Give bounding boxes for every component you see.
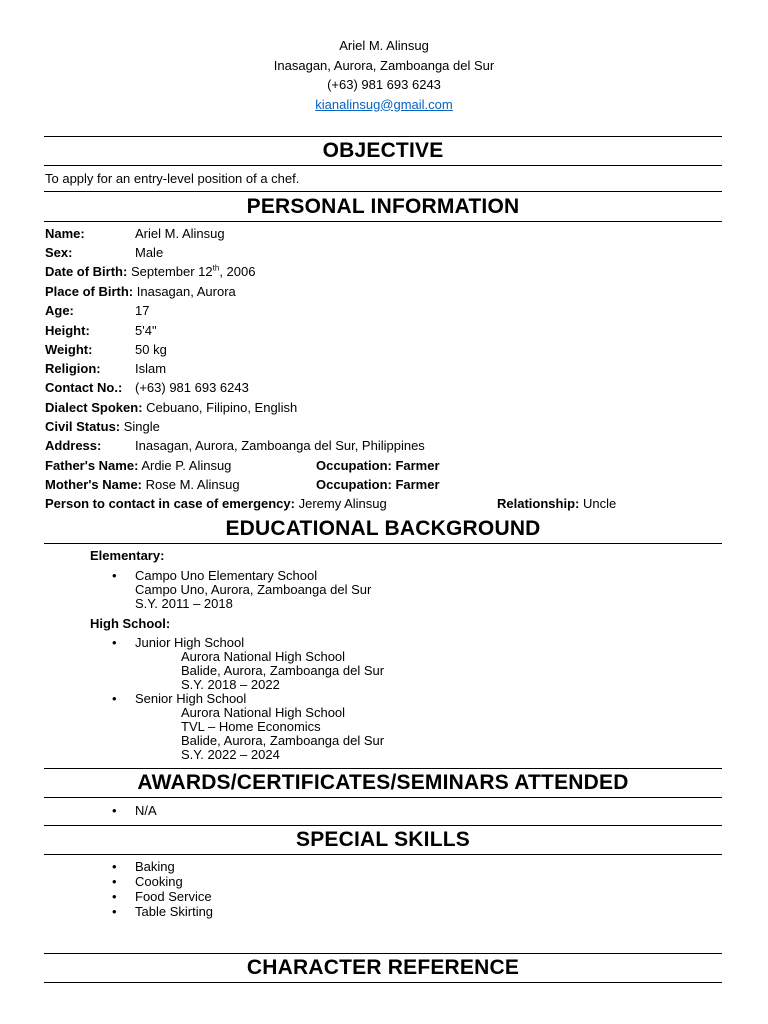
skill-item: Food Service (135, 889, 212, 904)
info-row-mother: Mother's Name: Rose M. Alinsug (45, 477, 240, 492)
education-junior-label: Junior High School (135, 635, 245, 650)
education-elementary-school: Campo Uno Elementary School (135, 568, 318, 583)
section-title-awards: AWARDS/CERTIFICATES/SEMINARS ATTENDED (137, 771, 629, 794)
section-title-skills: SPECIAL SKILLS (296, 828, 470, 851)
info-row-age: Age: (45, 303, 74, 318)
info-value-contact: (+63) 981 693 6243 (135, 380, 249, 395)
education-junior-school: Aurora National High School (181, 649, 346, 664)
education-senior-address: Balide, Aurora, Zamboanga del Sur (181, 733, 385, 748)
info-mother-occupation: Occupation: Farmer (316, 477, 440, 492)
section-title-objective: OBJECTIVE (322, 139, 444, 162)
divider (44, 768, 722, 769)
education-elementary-label: Elementary: (90, 548, 165, 563)
info-value-weight: 50 kg (135, 342, 167, 357)
skill-item: Table Skirting (135, 904, 214, 919)
divider (44, 854, 722, 855)
divider (44, 191, 722, 192)
info-value-name: Ariel M. Alinsug (135, 226, 225, 241)
education-elementary-sy: S.Y. 2011 – 2018 (135, 596, 233, 611)
divider (44, 982, 722, 983)
bullet-icon: • (112, 691, 117, 706)
divider (44, 221, 722, 222)
info-row-dialect: Dialect Spoken: Cebuano, Filipino, English (45, 400, 298, 415)
info-row-pob: Place of Birth: Inasagan, Aurora (45, 284, 236, 299)
education-junior-sy: S.Y. 2018 – 2022 (181, 677, 280, 692)
info-row-sex: Sex: (45, 245, 73, 260)
section-title-personal: PERSONAL INFORMATION (246, 195, 520, 218)
education-junior-address: Balide, Aurora, Zamboanga del Sur (181, 663, 385, 678)
info-row-address: Address: (45, 438, 102, 453)
bullet-icon: • (112, 803, 117, 818)
divider (44, 825, 722, 826)
section-title-reference: CHARACTER REFERENCE (246, 956, 520, 979)
info-row-religion: Religion: (45, 361, 101, 376)
info-row-dob: Date of Birth: September 12th, 2006 (45, 263, 256, 279)
info-value-height: 5'4" (135, 323, 157, 338)
section-title-education: EDUCATIONAL BACKGROUND (225, 517, 541, 540)
info-value-age: 17 (135, 303, 150, 318)
education-senior-school: Aurora National High School (181, 705, 346, 720)
bullet-icon: • (112, 904, 117, 919)
education-highschool-label: High School: (90, 616, 171, 631)
skill-item: Baking (135, 859, 175, 874)
info-row-civil-status: Civil Status: Single (45, 419, 160, 434)
education-elementary-address: Campo Uno, Aurora, Zamboanga del Sur (135, 582, 372, 597)
bullet-icon: • (112, 889, 117, 904)
education-senior-strand: TVL – Home Economics (181, 719, 321, 734)
skill-item: Cooking (135, 874, 183, 889)
header-name: Ariel M. Alinsug (339, 38, 429, 53)
divider (44, 543, 722, 544)
bullet-icon: • (112, 635, 117, 650)
education-senior-label: Senior High School (135, 691, 247, 706)
education-senior-sy: S.Y. 2022 – 2024 (181, 747, 280, 762)
info-value-sex: Male (135, 245, 164, 260)
info-value-address: Inasagan, Aurora, Zamboanga del Sur, Philippines (135, 438, 425, 453)
header-email-link[interactable]: kianalinsug@gmail.com (315, 96, 453, 112)
info-row-father: Father's Name: Ardie P. Alinsug (45, 458, 232, 473)
info-row-emergency: Person to contact in case of emergency: Jeremy Alinsug (45, 496, 387, 511)
header-phone: (+63) 981 693 6243 (327, 77, 441, 92)
bullet-icon: • (112, 859, 117, 874)
divider (44, 953, 722, 954)
awards-item: N/A (135, 803, 157, 818)
contact-header (0, 36, 768, 114)
objective-text: To apply for an entry-level position of a chef. (45, 171, 300, 186)
info-row-height: Height: (45, 323, 90, 338)
info-row-contact: Contact No.: (45, 380, 123, 395)
info-row-weight: Weight: (45, 342, 93, 357)
info-value-religion: Islam (135, 361, 167, 376)
info-row-name: Name: (45, 226, 85, 241)
info-relationship: Relationship: Uncle (497, 496, 617, 511)
divider (44, 165, 722, 166)
header-address: Inasagan, Aurora, Zamboanga del Sur (273, 57, 495, 73)
info-father-occupation: Occupation: Farmer (316, 458, 440, 473)
bullet-icon: • (112, 568, 117, 583)
bullet-icon: • (112, 874, 117, 889)
divider (44, 797, 722, 798)
divider (44, 136, 722, 137)
